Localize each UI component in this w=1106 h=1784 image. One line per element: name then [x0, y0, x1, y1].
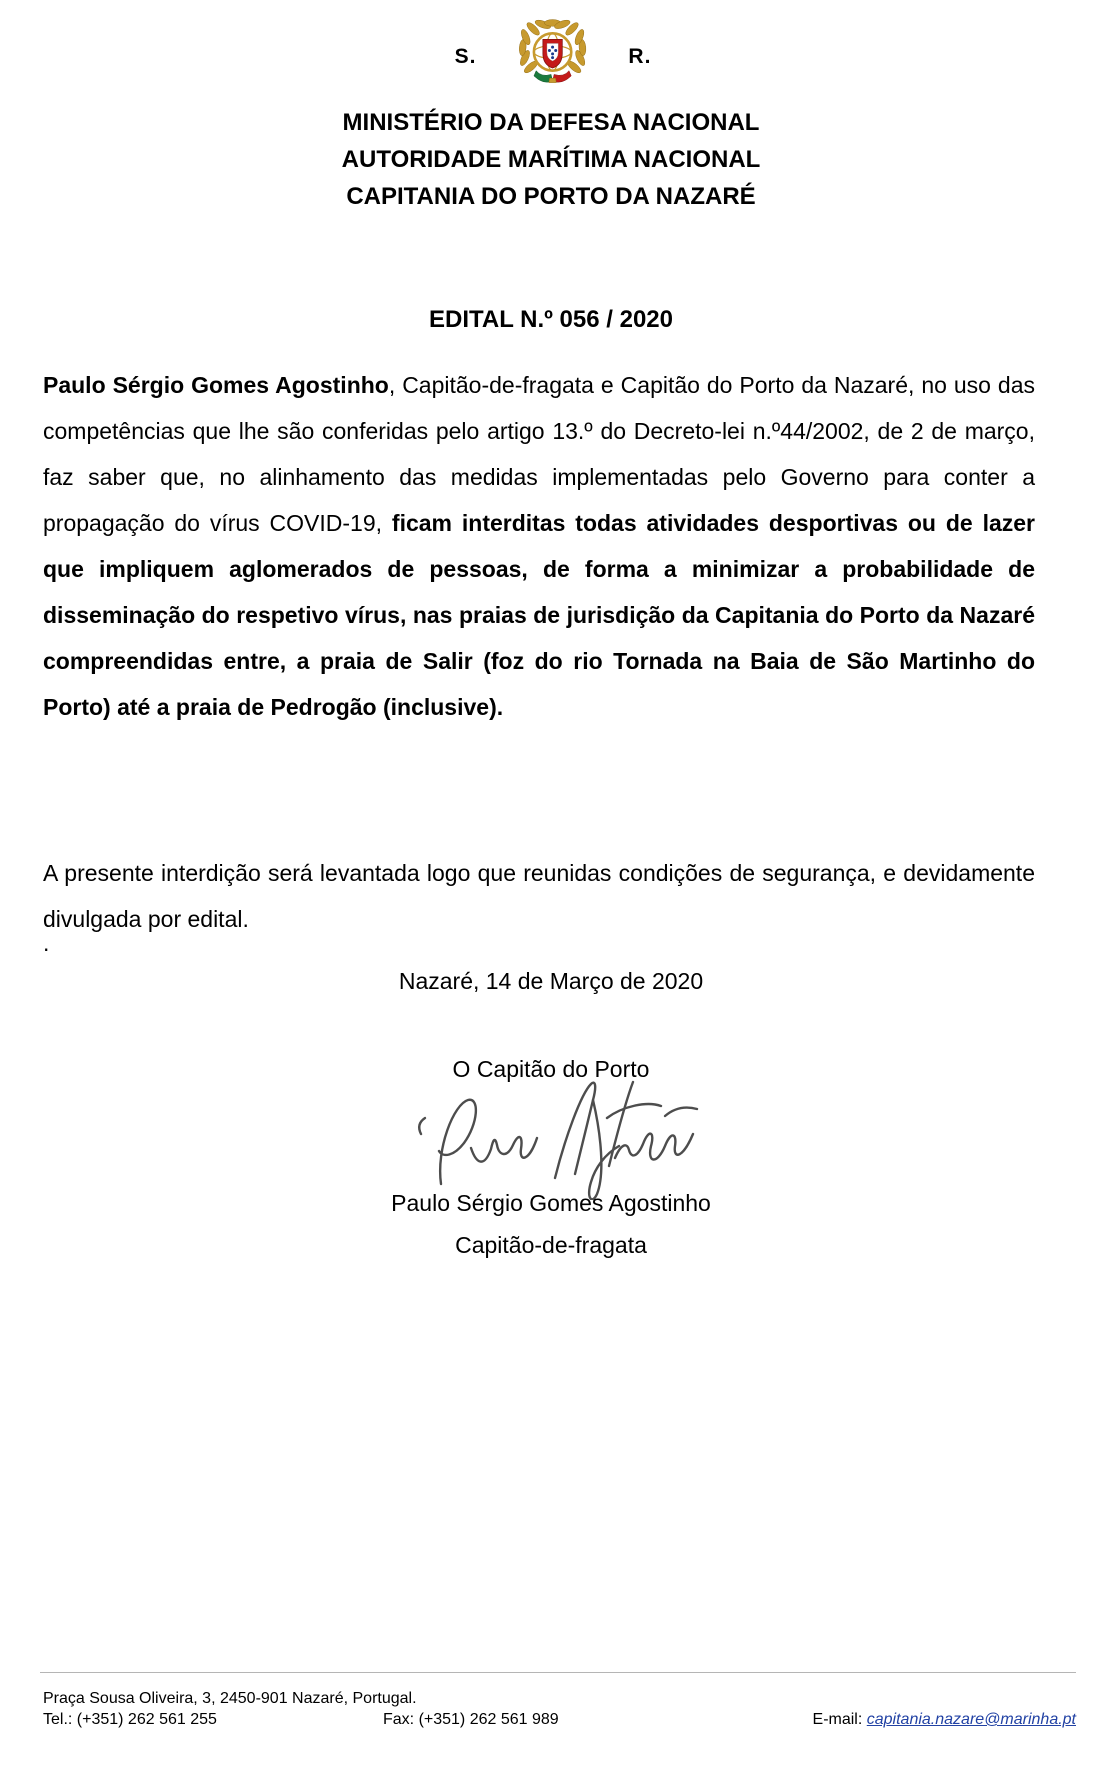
portuguese-coat-of-arms-icon: [496, 12, 608, 109]
footer-fax: Fax: (+351) 262 561 989: [383, 1711, 559, 1728]
legal-basis-run: , Capitão-de-fragata e Capitão do Porto da Nazaré, no uso das competências que lhe são conferidas pelo artigo 13.º do Decreto-lei n.º44/2002, de 2 de março, faz saber que, no alinhamento das medidas implementadas pelo Governo para conter a propagação do vírus COVID-19,: [43, 372, 1035, 536]
footer: [43, 1688, 1076, 1730]
document-title: EDITAL N.º 056 / 2020: [429, 306, 673, 333]
author-name-run: Paulo Sérgio Gomes Agostinho: [43, 372, 389, 398]
body-paragraph-1: [43, 362, 1035, 730]
footer-phone: Tel.: (+351) 262 561 255: [43, 1711, 217, 1728]
org-line-autoridade: AUTORIDADE MARÍTIMA NACIONAL: [341, 146, 761, 173]
document-letterhead-crest: [453, 12, 654, 109]
footer-contact-row: [43, 1709, 1076, 1730]
org-line-ministerio: MINISTÉRIO DA DEFESA NACIONAL: [342, 109, 760, 136]
body-paragraph-2: A presente interdição será levantada logo que reunidas condições de segurança, e devidamente divulgada por edital.: [43, 860, 1035, 932]
footer-email-label: E-mail:: [812, 1711, 867, 1728]
footer-divider: [40, 1672, 1076, 1673]
signatory-name: Paulo Sérgio Gomes Agostinho: [391, 1190, 711, 1216]
footer-email-block: [813, 1709, 1076, 1730]
footer-email-link[interactable]: capitania.nazare@marinha.pt: [866, 1711, 1076, 1728]
signatory-rank: Capitão-de-fragata: [455, 1232, 647, 1258]
signatory-role: O Capitão do Porto: [452, 1056, 650, 1082]
org-header: [43, 104, 1059, 215]
footer-address: Praça Sousa Oliveira, 3, 2450-901 Nazaré, Portugal.: [43, 1690, 417, 1707]
handwritten-signature-icon: [409, 1076, 709, 1205]
crest-initial-s: S.: [454, 44, 477, 68]
crest-initial-r: R.: [628, 44, 652, 68]
place-date-line: Nazaré, 14 de Março de 2020: [398, 968, 704, 994]
stray-period: .: [43, 930, 50, 956]
interdiction-run: ficam interditas todas atividades desportivas ou de lazer que impliquem aglomerados de pessoas, de forma a minimizar a probabilidade de disseminação do respetivo vírus, nas praias de jurisdição da Capitania do Porto da Nazaré compreendidas entre, a praia de Salir (foz do rio Tornada na Baia de São Martinho do Porto) até a praia de Pedrogão (inclusive).: [43, 510, 1035, 720]
org-line-capitania: CAPITANIA DO PORTO DA NAZARÉ: [346, 183, 756, 210]
